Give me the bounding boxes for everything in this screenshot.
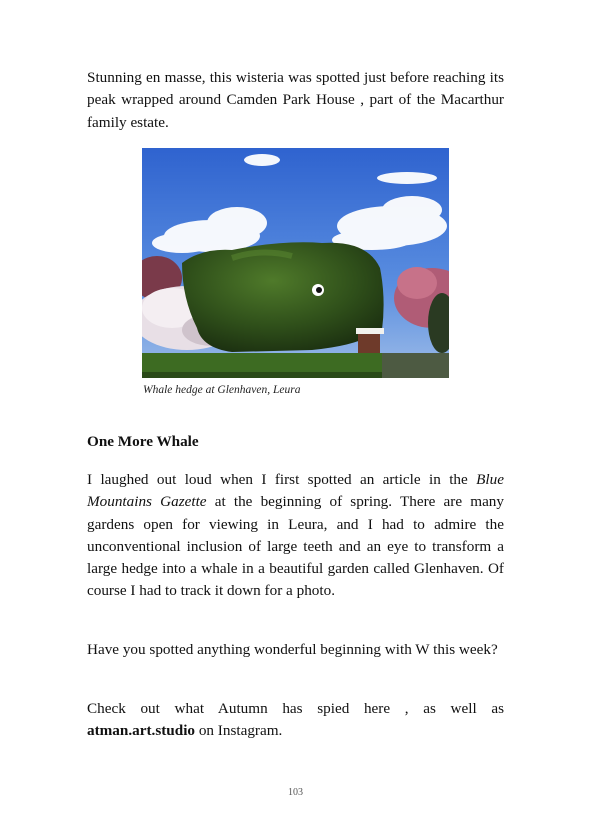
page-number: 103 — [288, 787, 303, 798]
link-paragraph-middle: , as well as — [390, 700, 504, 717]
question-paragraph: Have you spotted anything wonderful beginning with W this week? — [87, 641, 498, 658]
link-paragraph — [87, 698, 504, 743]
here-link[interactable]: here — [363, 700, 391, 717]
link-paragraph-start: Check out what Autumn has spied — [87, 700, 364, 717]
whale-paragraph-start: I laughed out loud when I first spotted an article in the — [87, 471, 477, 488]
section-heading: One More Whale — [87, 433, 199, 450]
publication-title: Blue Mountains Gazette — [87, 471, 504, 511]
photo-caption: Whale hedge at Glenhaven, Leura — [143, 384, 301, 396]
instagram-handle: atman.art.studio — [87, 722, 196, 740]
whale-paragraph — [87, 469, 504, 603]
whale-paragraph-rest: at the beginning of spring. There are many gardens open for viewing in Leura, and I had to admire the unconventional inclusion of large teeth and an eye to transform a large hedge into a whale in a beautiful garden called Glenhaven. Of course I had to track it down for a photo. — [87, 493, 504, 600]
whale-hedge-photo — [142, 148, 449, 378]
link-paragraph-end: on Instagram. — [195, 722, 283, 740]
wisteria-paragraph: Stunning en masse, this wisteria was spotted just before reaching its peak wrapped around Camden Park House , part of the Macarthur family estate. — [87, 69, 504, 131]
